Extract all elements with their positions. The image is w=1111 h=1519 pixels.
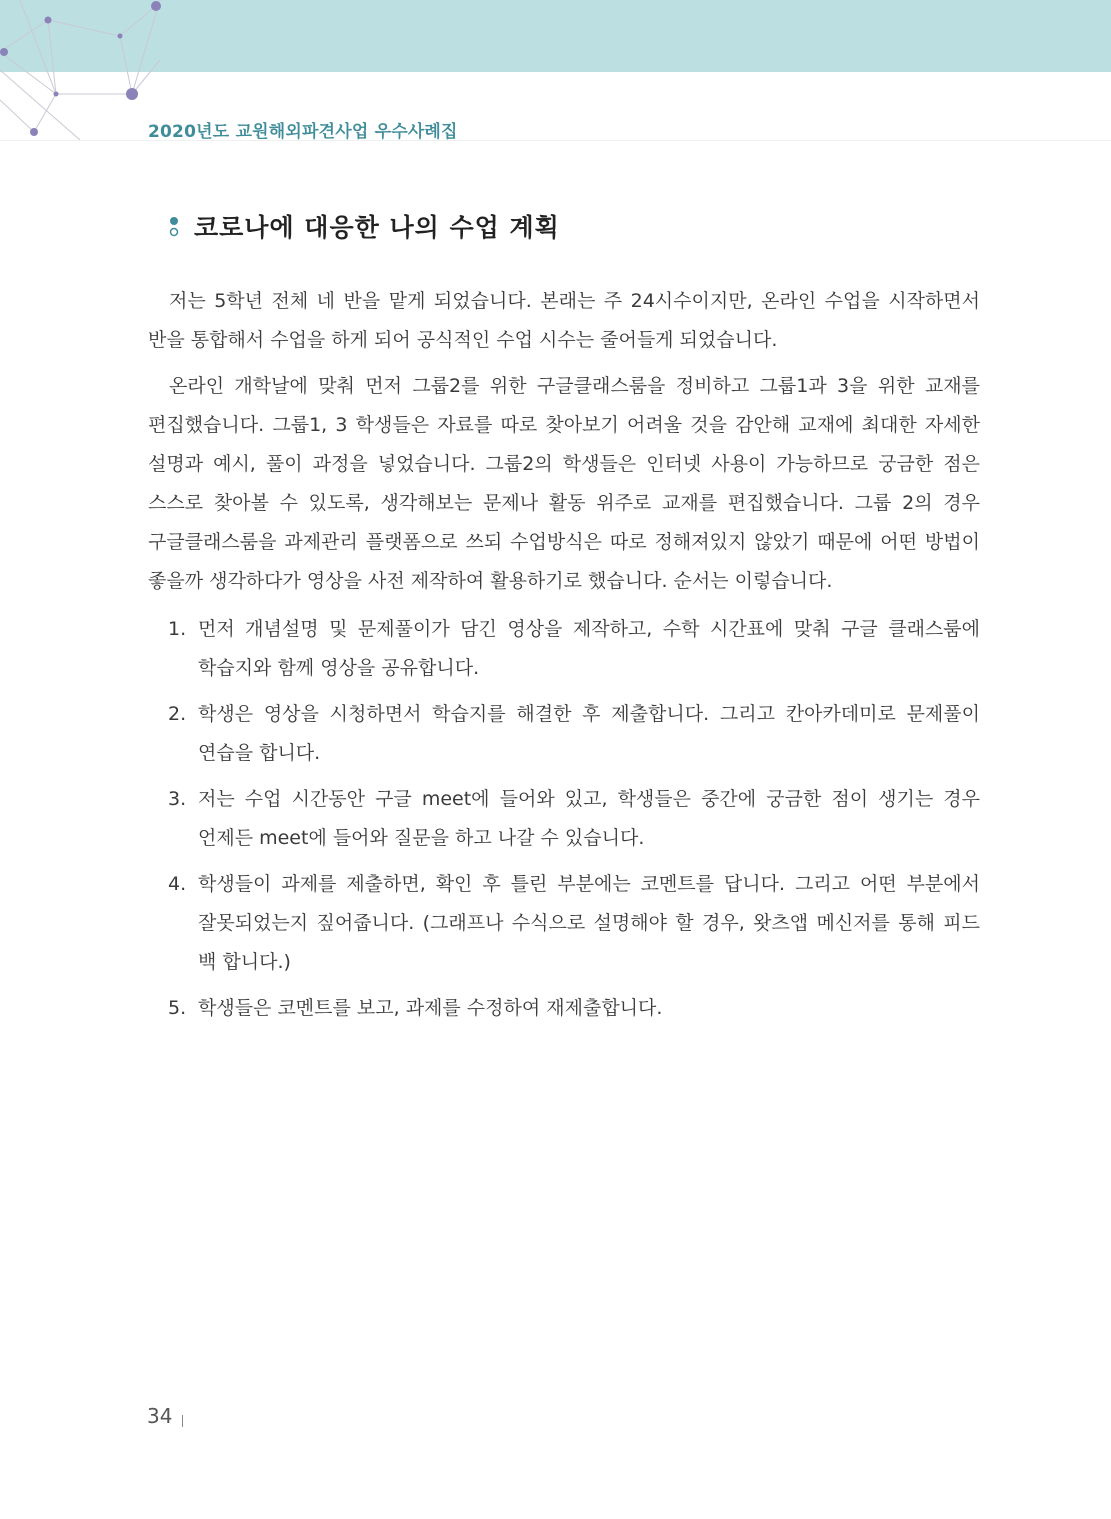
- step-text: 학생들이 과제를 제출하면, 확인 후 틀린 부분에는 코멘트를 답니다. 그리고 어떤 부분에서 잘못되었는지 짚어줍니다. (그래프나 수식으로 설명해야 할 경우, 왓츠앱 메신저를 통해 피드 백 합니다.): [198, 873, 980, 973]
- step-number: 1.: [168, 618, 187, 640]
- step-item-4: [168, 865, 980, 982]
- section-heading: [168, 208, 560, 244]
- step-item-5: [168, 989, 980, 1028]
- step-number: 5.: [168, 997, 187, 1019]
- page-number: 34: [147, 1404, 173, 1428]
- section-title: 코로나에 대응한 나의 수업 계획: [194, 213, 560, 242]
- step-item-1: [168, 610, 980, 688]
- paragraph-1: 저는 5학년 전체 네 반을 맡게 되었습니다. 본래는 주 24시수이지만, 온라인 수업을 시작하면서 반을 통합해서 수업을 하게 되어 공식적인 수업 시수는 줄어들게 되었습니다.: [148, 290, 980, 351]
- step-list: [168, 610, 980, 1035]
- page-number-tick: [182, 1415, 183, 1427]
- step-text: 학생들은 코멘트를 보고, 과제를 수정하여 재제출합니다.: [198, 997, 663, 1019]
- document-header-title: 2020년도 교원해외파견사업 우수사례집: [148, 122, 458, 142]
- step-number: 2.: [168, 703, 187, 725]
- step-text: 학생은 영상을 시청하면서 학습지를 해결한 후 제출합니다. 그리고 칸아카데미로 문제풀이 연습을 합니다.: [198, 703, 980, 764]
- step-text: 저는 수업 시간동안 구글 meet에 들어와 있고, 학생들은 중간에 궁금한 점이 생기는 경우 언제든 meet에 들어와 질문을 하고 나갈 수 있습니다.: [198, 788, 980, 849]
- step-item-3: [168, 780, 980, 858]
- step-item-2: [168, 695, 980, 773]
- step-number: 3.: [168, 788, 187, 810]
- step-text: 먼저 개념설명 및 문제풀이가 담긴 영상을 제작하고, 수학 시간표에 맞춰 구글 클래스룸에 학습지와 함께 영상을 공유합니다.: [198, 618, 980, 679]
- paragraph-2: 온라인 개학날에 맞춰 먼저 그룹2를 위한 구글클래스룸을 정비하고 그룹1과 3을 위한 교재를 편집했습니다. 그룹1, 3 학생들은 자료를 따로 찾아보기 어려울 것을 감안해 교재에 최대한 자세한 설명과 예시, 풀이 과정을 넣었습니다. 그룹2의 학생들은 인터넷 사용이 가능하므로 궁금한 점은 스스로 찾아볼 수 있도록, 생각해보는 문제나 활동 위주로 교재를 편집했습니다. 그룹 2의 경우 구글클래스룸을 과제관리 플랫폼으로 쓰되 수업방식은 따로 정해져있지 않았기 때문에 어떤 방법이 좋을까 생각하다가 영상을 사전 제작하여 활용하기로 했습니다. 순서는 이렇습니다.: [148, 375, 980, 592]
- step-number: 4.: [168, 873, 187, 895]
- bullet-dots-icon: [168, 213, 180, 239]
